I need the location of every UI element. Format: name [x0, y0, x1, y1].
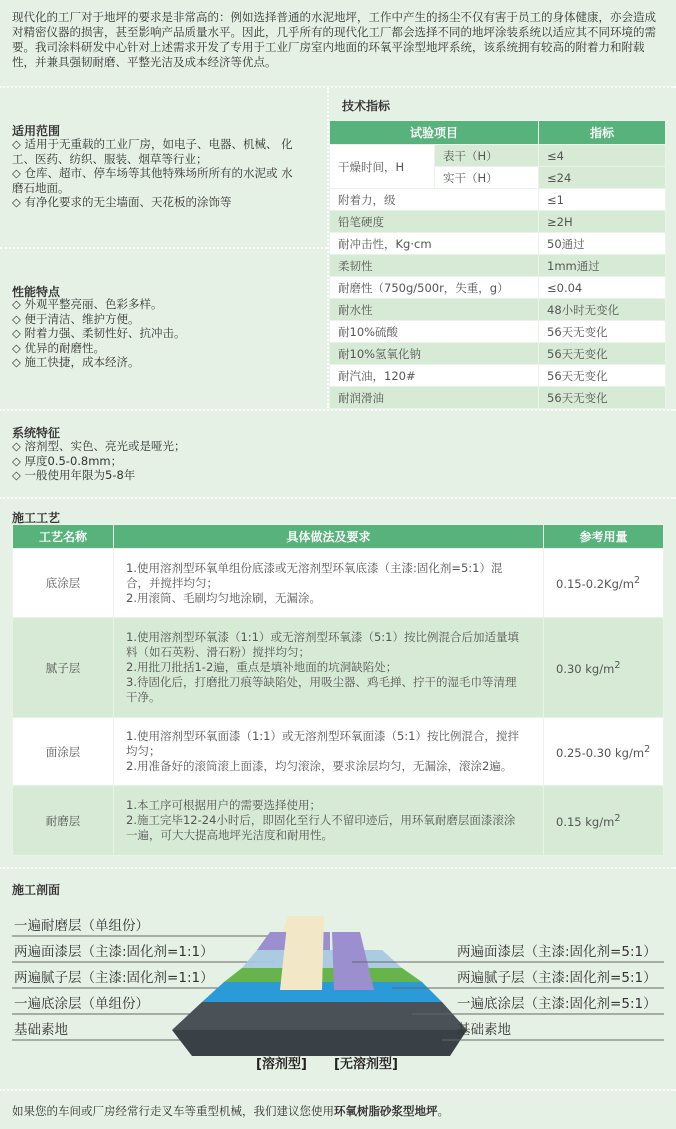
spec-value: ≤1 — [539, 189, 666, 211]
left-label: 一遍耐磨层（单组份） — [14, 918, 149, 934]
spec-value: 56天无变化 — [539, 365, 666, 387]
spec-item: 铅笔硬度 — [330, 211, 539, 233]
process-use-value: 0.15-0.2Kg/m — [556, 576, 634, 591]
left-label: 一遍底涂层（单组份） — [14, 996, 149, 1012]
spec-dry-label: 干燥时间，H — [330, 145, 435, 189]
process-desc — [114, 618, 544, 718]
spec-dry-value: ≤24 — [539, 167, 666, 189]
spec-value: 50通过 — [539, 233, 666, 255]
left-caption: [溶剂型] — [256, 1057, 307, 1072]
spec-header-item: 试验项目 — [330, 121, 539, 145]
process-use-value: 0.25-0.30 kg/m — [556, 745, 645, 760]
spec-item: 柔韧性 — [330, 255, 539, 277]
left-label: 两遍面漆层（主漆:固化剂=1:1） — [14, 944, 214, 960]
process-use-sup: 2 — [614, 812, 621, 824]
spec-dry-sub: 表干（H） — [435, 145, 539, 167]
right-layers — [330, 932, 467, 1056]
process-name: 底涂层 — [13, 549, 114, 618]
right-caption: [无溶剂型] — [334, 1057, 398, 1072]
spec-value: 56天无变化 — [539, 321, 666, 343]
left-label: 基础素地 — [14, 1022, 68, 1038]
process-desc — [114, 786, 544, 856]
process-table — [12, 524, 664, 856]
spec-value: 56天无变化 — [539, 343, 666, 365]
process-desc-text: 1.使用溶剂型环氧单组份底漆或无溶剂型环氧底漆（主漆:固化剂=5:1）混 合，并搅拌均匀； 2.用滚筒、毛刷均匀地涂刷，无漏涂。 — [126, 560, 503, 605]
scope-title: 适用范围 — [12, 124, 61, 138]
divider — [0, 867, 676, 869]
process-use-sup: 2 — [614, 659, 621, 671]
divider — [0, 86, 676, 88]
process-desc-text: 1.使用溶剂型环氧面漆（1:1）或无溶剂型环氧面漆（5:1）按比例混合，搅拌 均匀； 2.用准备好的滚筒滚上面漆，均匀滚涂，要求涂层均匀，无漏涂，滚涂2遍。 — [126, 729, 519, 773]
right-label: 两遍面漆层（主漆:固化剂=5:1） — [457, 944, 657, 960]
spec-item: 耐水性 — [330, 299, 539, 321]
process-use-value: 0.15 kg/m — [556, 814, 615, 829]
features-title: 性能特点 — [12, 285, 61, 299]
spec-item: 耐10%硫酸 — [330, 321, 539, 343]
spec-item: 附着力，级 — [330, 189, 539, 211]
right-label: 基础素地 — [457, 1022, 511, 1038]
spec-value: ≥2H — [539, 211, 666, 233]
spec-value: 1mm通过 — [539, 255, 666, 277]
features-list — [12, 297, 322, 370]
spec-value: 48小时无变化 — [539, 299, 666, 321]
spec-table — [329, 120, 666, 409]
divider — [0, 409, 676, 411]
system-list — [12, 439, 412, 483]
divider — [0, 497, 676, 499]
process-use-value: 0.30 kg/m — [556, 661, 615, 676]
footer-note — [12, 1103, 449, 1119]
spec-header-value: 指标 — [539, 121, 666, 145]
spec-item: 耐冲击性，Kg·cm — [330, 233, 539, 255]
intro-paragraph: 现代化的工厂对于地坪的要求是非常高的：例如选择普通的水泥地坪，工作中产生的扬尘不仅有害于员工的身体健康，亦会造成对精密仪器的损害，甚至影响产品质量水平。因此，几乎所有的现代化工厂都会选择不同的地坪涂装系统以适应其不同环境的需要。我司涂料研发中心针对上述需求开发了专用于工业厂房室内地面的环氧平涂型地坪系统，该系统拥有较高的附着力和附载性，并兼具强韧耐磨、平整光洁及成本经济等优点。 — [12, 10, 656, 69]
spec-value: 56天无变化 — [539, 387, 666, 409]
process-desc-text: 1.本工序可根据用户的需要选择使用； 2.施工完毕12-24小时后，即固化至行人不留印迹后，用环氧耐磨层面漆滚涂 一遍，可大大提高地坪光洁度和耐用性。 — [126, 798, 516, 842]
process-name: 耐磨层 — [13, 786, 114, 856]
spec-value: ≤0.04 — [539, 277, 666, 299]
process-header-name: 工艺名称 — [13, 525, 114, 549]
process-use — [544, 786, 664, 856]
system-items: ◇ 溶剂型、实色、亮光或是哑光； ◇ 厚度0.5-0.8mm； ◇ 一般使用年限为5-8年 — [12, 439, 186, 482]
spec-item: 耐10%氢氧化钠 — [330, 343, 539, 365]
spec-item: 耐磨性（750g/500r，失重，g） — [330, 277, 539, 299]
right-label: 一遍底涂层（主漆:固化剂=5:1） — [457, 996, 657, 1012]
spec-item: 耐润滑油 — [330, 387, 539, 409]
scope-list — [12, 137, 322, 210]
right-label: 两遍腻子层（主漆:固化剂=5:1） — [457, 970, 657, 986]
footer-product: 环氧树脂砂浆型地坪 — [334, 1104, 438, 1118]
process-desc — [114, 549, 544, 618]
process-use-sup: 2 — [633, 575, 641, 587]
process-header-use: 参考用量 — [544, 525, 664, 549]
spec-dry-sub: 实干（H） — [435, 167, 539, 189]
scope-items: ◇ 适用于无重载的工业厂房，如电子、电器、机械、 化 工、医药、纺织、服装、烟草等行业； ◇ 仓库、超市、停车场等其他特殊场所所有的水泥或 水 磨石地面。 ◇ 有净化要求的无尘墙面、天花板的涂饰等 — [12, 137, 293, 209]
process-header-desc: 具体做法及要求 — [114, 525, 544, 549]
process-name: 面涂层 — [13, 718, 114, 786]
divider — [0, 1089, 676, 1091]
footer-end: 。 — [437, 1104, 449, 1118]
left-label: 两遍腻子层（主漆:固化剂=1:1） — [14, 970, 214, 986]
process-use — [544, 549, 664, 618]
section-diagram — [12, 910, 664, 1075]
spec-dry-value: ≤4 — [539, 145, 666, 167]
footer-text: 如果您的车间或厂房经常行走叉车等重型机械，我们建议您使用 — [12, 1104, 334, 1118]
features-items: ◇ 外观平整亮丽、色彩多样。 ◇ 便于清洁、维护方便。 ◇ 附着力强、柔韧性好、抗冲击。 ◇ 优异的耐磨性。 ◇ 施工快捷，成本经济。 — [12, 297, 186, 369]
process-title: 施工工艺 — [12, 511, 61, 525]
process-desc — [114, 718, 544, 786]
system-title: 系统特征 — [12, 426, 61, 440]
divider — [0, 247, 327, 249]
spec-item: 耐汽油，120# — [330, 365, 539, 387]
left-layers — [172, 916, 330, 1056]
process-desc-text: 1.使用溶剂型环氧漆（1:1）或无溶剂型环氧漆（5:1）按比例混合后加适量填 料（如石英粉、滑石粉）搅拌均匀； 2.用批刀批括1-2遍，重点是填补地面的坑洞缺陷处； 3.待固化后，打磨批刀痕等缺陷处，用吸尘器、鸡毛掸、拧干的湿毛巾等清理 干净。 — [126, 630, 519, 704]
process-name: 腻子层 — [13, 618, 114, 718]
process-use-sup: 2 — [644, 743, 651, 755]
process-use — [544, 618, 664, 718]
section-view-title: 施工剖面 — [12, 883, 61, 897]
process-use — [544, 718, 664, 786]
spec-title: 技术指标 — [342, 99, 391, 113]
